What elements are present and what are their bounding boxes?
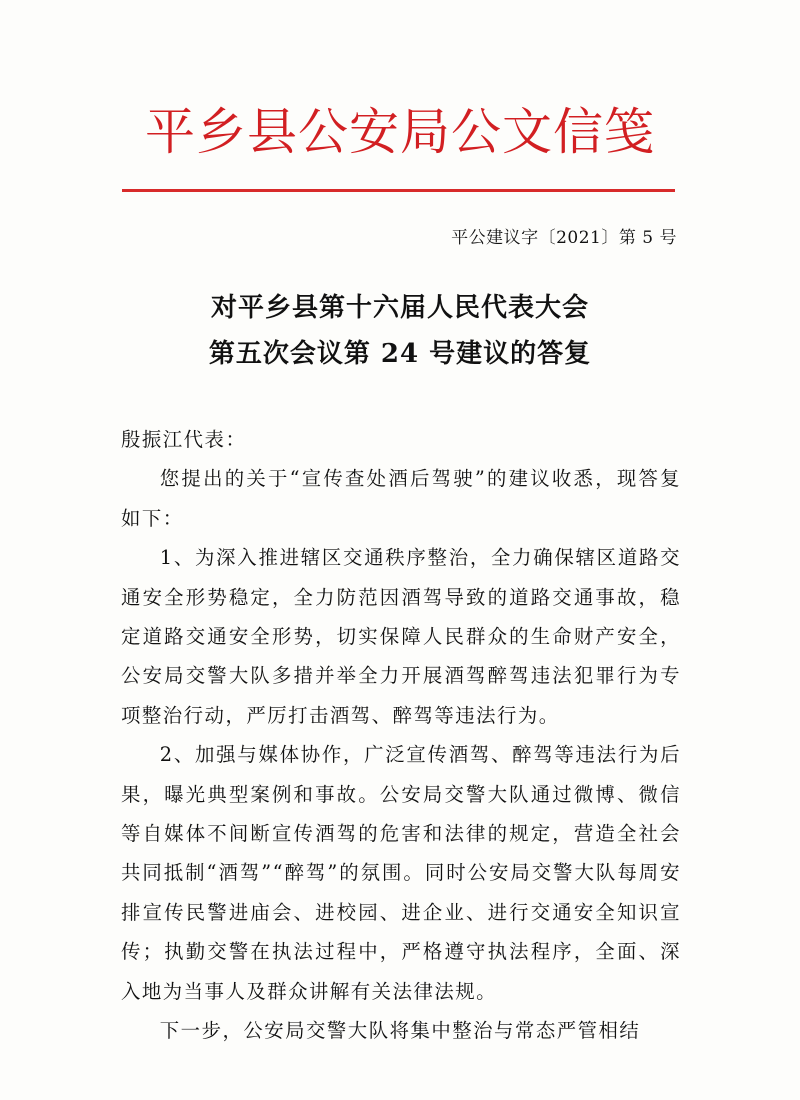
body-paragraph-1: 1、为深入推进辖区交通秩序整治，全力确保辖区道路交通安全形势稳定，全力防范因酒驾导致的道路交通事故，稳定道路交通安全形势，切实保障人民群众的生命财产安全，公安局交警大队多措并举全力开展酒驾醉驾违法犯罪行为专项整治行动，严厉打击酒驾、醉驾等违法行为。 bbox=[121, 546, 681, 727]
document-title-line-2: 第五次会议第 24 号建议的答复 bbox=[208, 339, 592, 369]
body-paragraph-intro: 您提出的关于“宣传查处酒后驾驶”的建议收悉，现答复如下： bbox=[121, 467, 681, 530]
letterhead-title: 平乡县公安局公文信笺 bbox=[145, 103, 655, 161]
body-paragraph-next-step: 下一步，公安局交警大队将集中整治与常态严管相结 bbox=[159, 1019, 641, 1043]
salutation: 殷振江代表： bbox=[121, 428, 247, 451]
letterhead-red-rule bbox=[122, 189, 675, 192]
document-title-line-1: 对平乡县第十六届人民代表大会 bbox=[210, 293, 589, 323]
document-body bbox=[121, 420, 681, 1051]
document-number: 平公建议字〔2021〕第 5 号 bbox=[451, 228, 677, 248]
body-paragraph-2: 2、加强与媒体协作，广泛宣传酒驾、醉驾等违法行为后果，曝光典型案例和事故。公安局交警大队通过微博、微信等自媒体不间断宣传酒驾的危害和法律的规定，营造全社会共同抵制“酒驾”“醉驾”的氛围。同时公安局交警大队每周安排宣传民警进庙会、进校园、进企业、进行交通安全知识宣传；执勤交警在执法过程中，严格遵守执法程序，全面、深入地为当事人及群众讲解有关法律法规。 bbox=[121, 743, 681, 1003]
